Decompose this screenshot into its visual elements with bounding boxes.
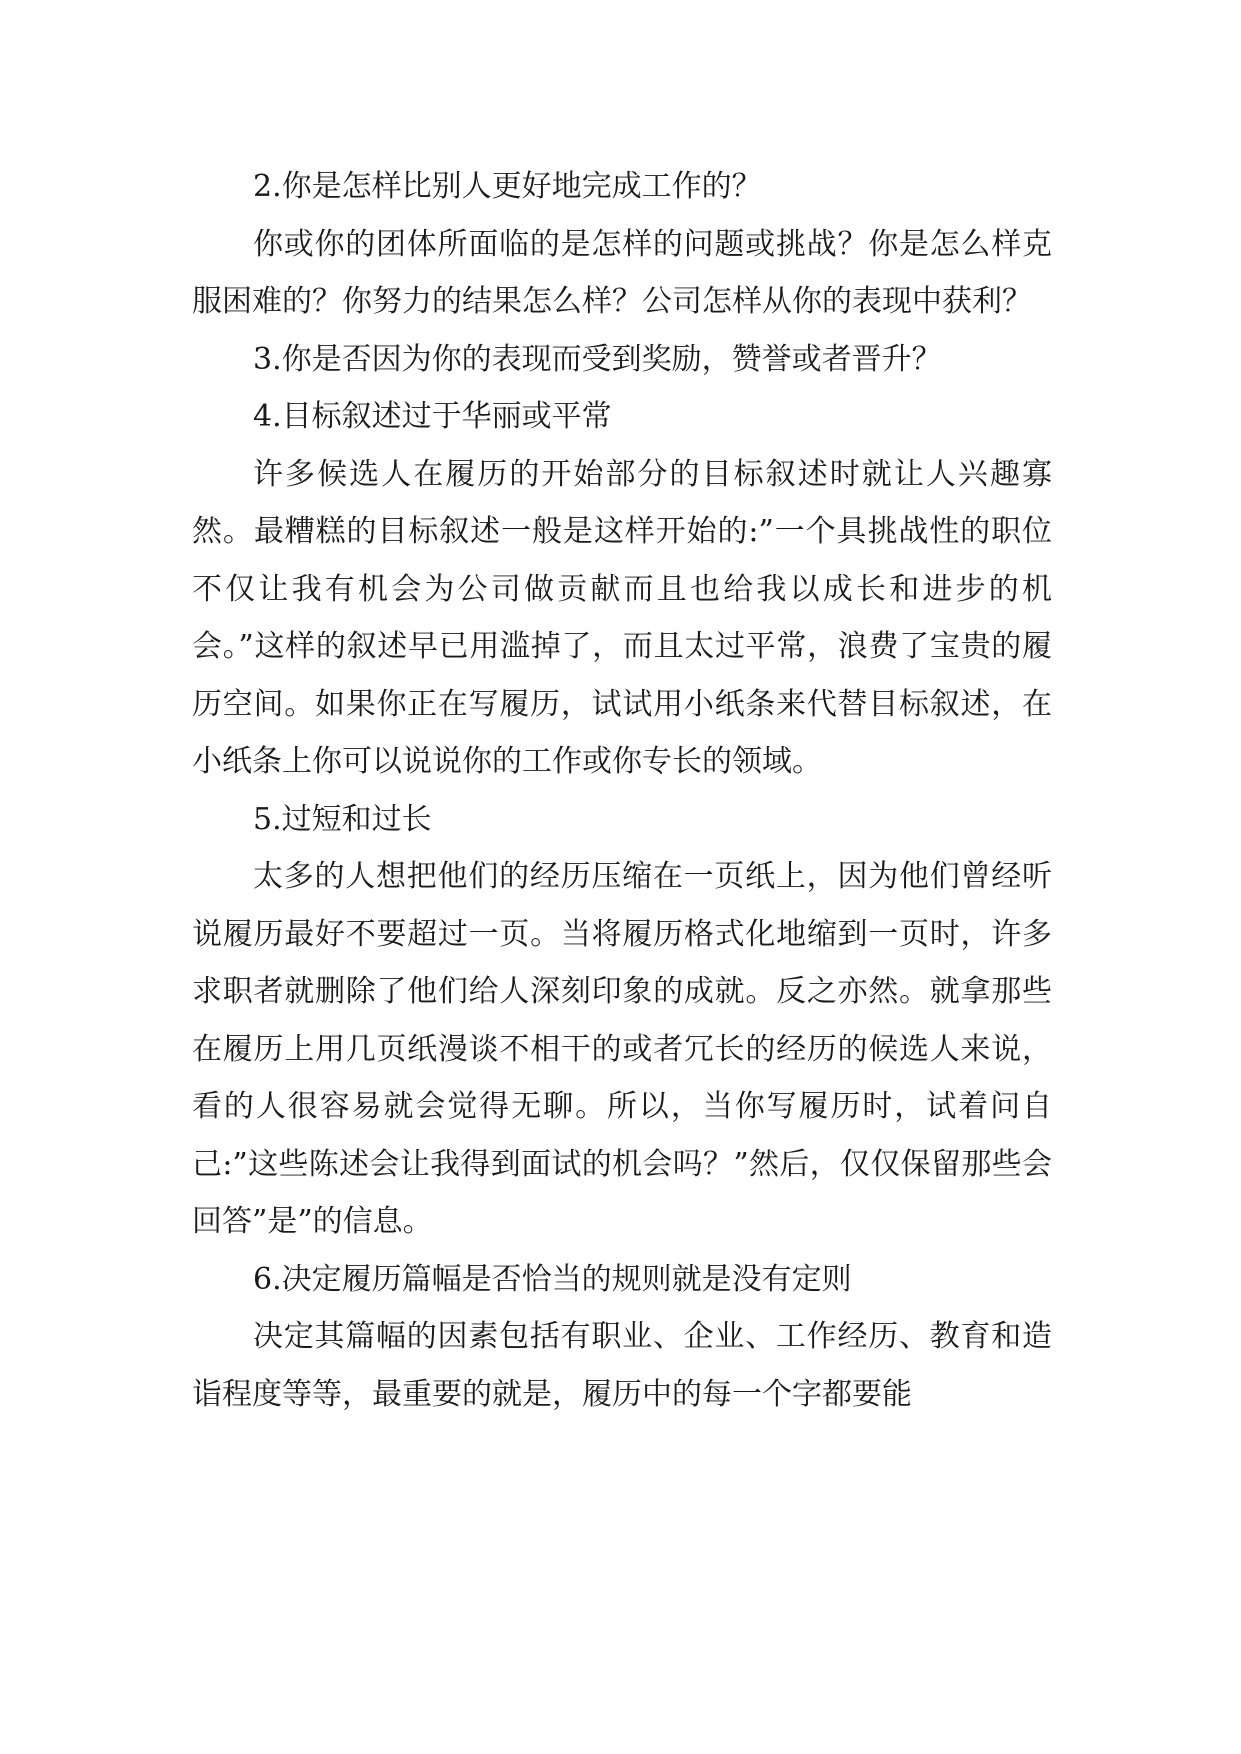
heading-no-fixed-rule: 6.决定履历篇幅是否恰当的规则就是没有定则 — [253, 1261, 852, 1297]
paragraph-objective-statement: 许多候选人在履历的开始部分的目标叙述时就让人兴趣寡然。最糟糕的目标叙述一般是这样开始的:”一个具挑战性的职位不仅让我有机会为公司做贡献而且也给我以成长和进步的机会。”这样的叙述早已用滥掉了，而且太过平常，浪费了宝贵的履历空间。如果你正在写履历，试试用小纸条来代替目标叙述，在小纸条上你可以说说你的工作或你专长的领域。 — [192, 456, 1052, 779]
paragraph-challenges: 你或你的团体所面临的是怎样的问题或挑战？你是怎么样克服困难的？你努力的结果怎么样？公司怎样从你的表现中获利？ — [192, 226, 1052, 319]
paragraph-length-factors: 决定其篇幅的因素包括有职业、企业、工作经历、教育和造诣程度等等，最重要的就是，履历中的每一个字都要能 — [192, 1319, 1052, 1412]
heading-objective-statement: 4.目标叙述过于华丽或平常 — [253, 399, 612, 434]
paragraph-length: 太多的人想把他们的经历压缩在一页纸上，因为他们曾经听说履历最好不要超过一页。当将履历格式化地缩到一页时，许多求职者就删除了他们给人深刻印象的成就。反之亦然。就拿那些在履历上用几页纸漫谈不相干的或者冗长的经历的候选人来说，看的人很容易就会觉得无聊。所以，当你写履历时，试着问自己:”这些陈述会让我得到面试的机会吗？”然后，仅仅保留那些会回答”是”的信息。 — [192, 859, 1052, 1239]
paragraph-question-2: 2.你是怎样比别人更好地完成工作的？ — [253, 169, 762, 204]
heading-too-short-too-long: 5.过短和过长 — [253, 801, 432, 837]
paragraph-question-3: 3.你是否因为你的表现而受到奖励，赞誉或者晋升？ — [253, 341, 942, 377]
document-body — [192, 158, 1052, 1423]
